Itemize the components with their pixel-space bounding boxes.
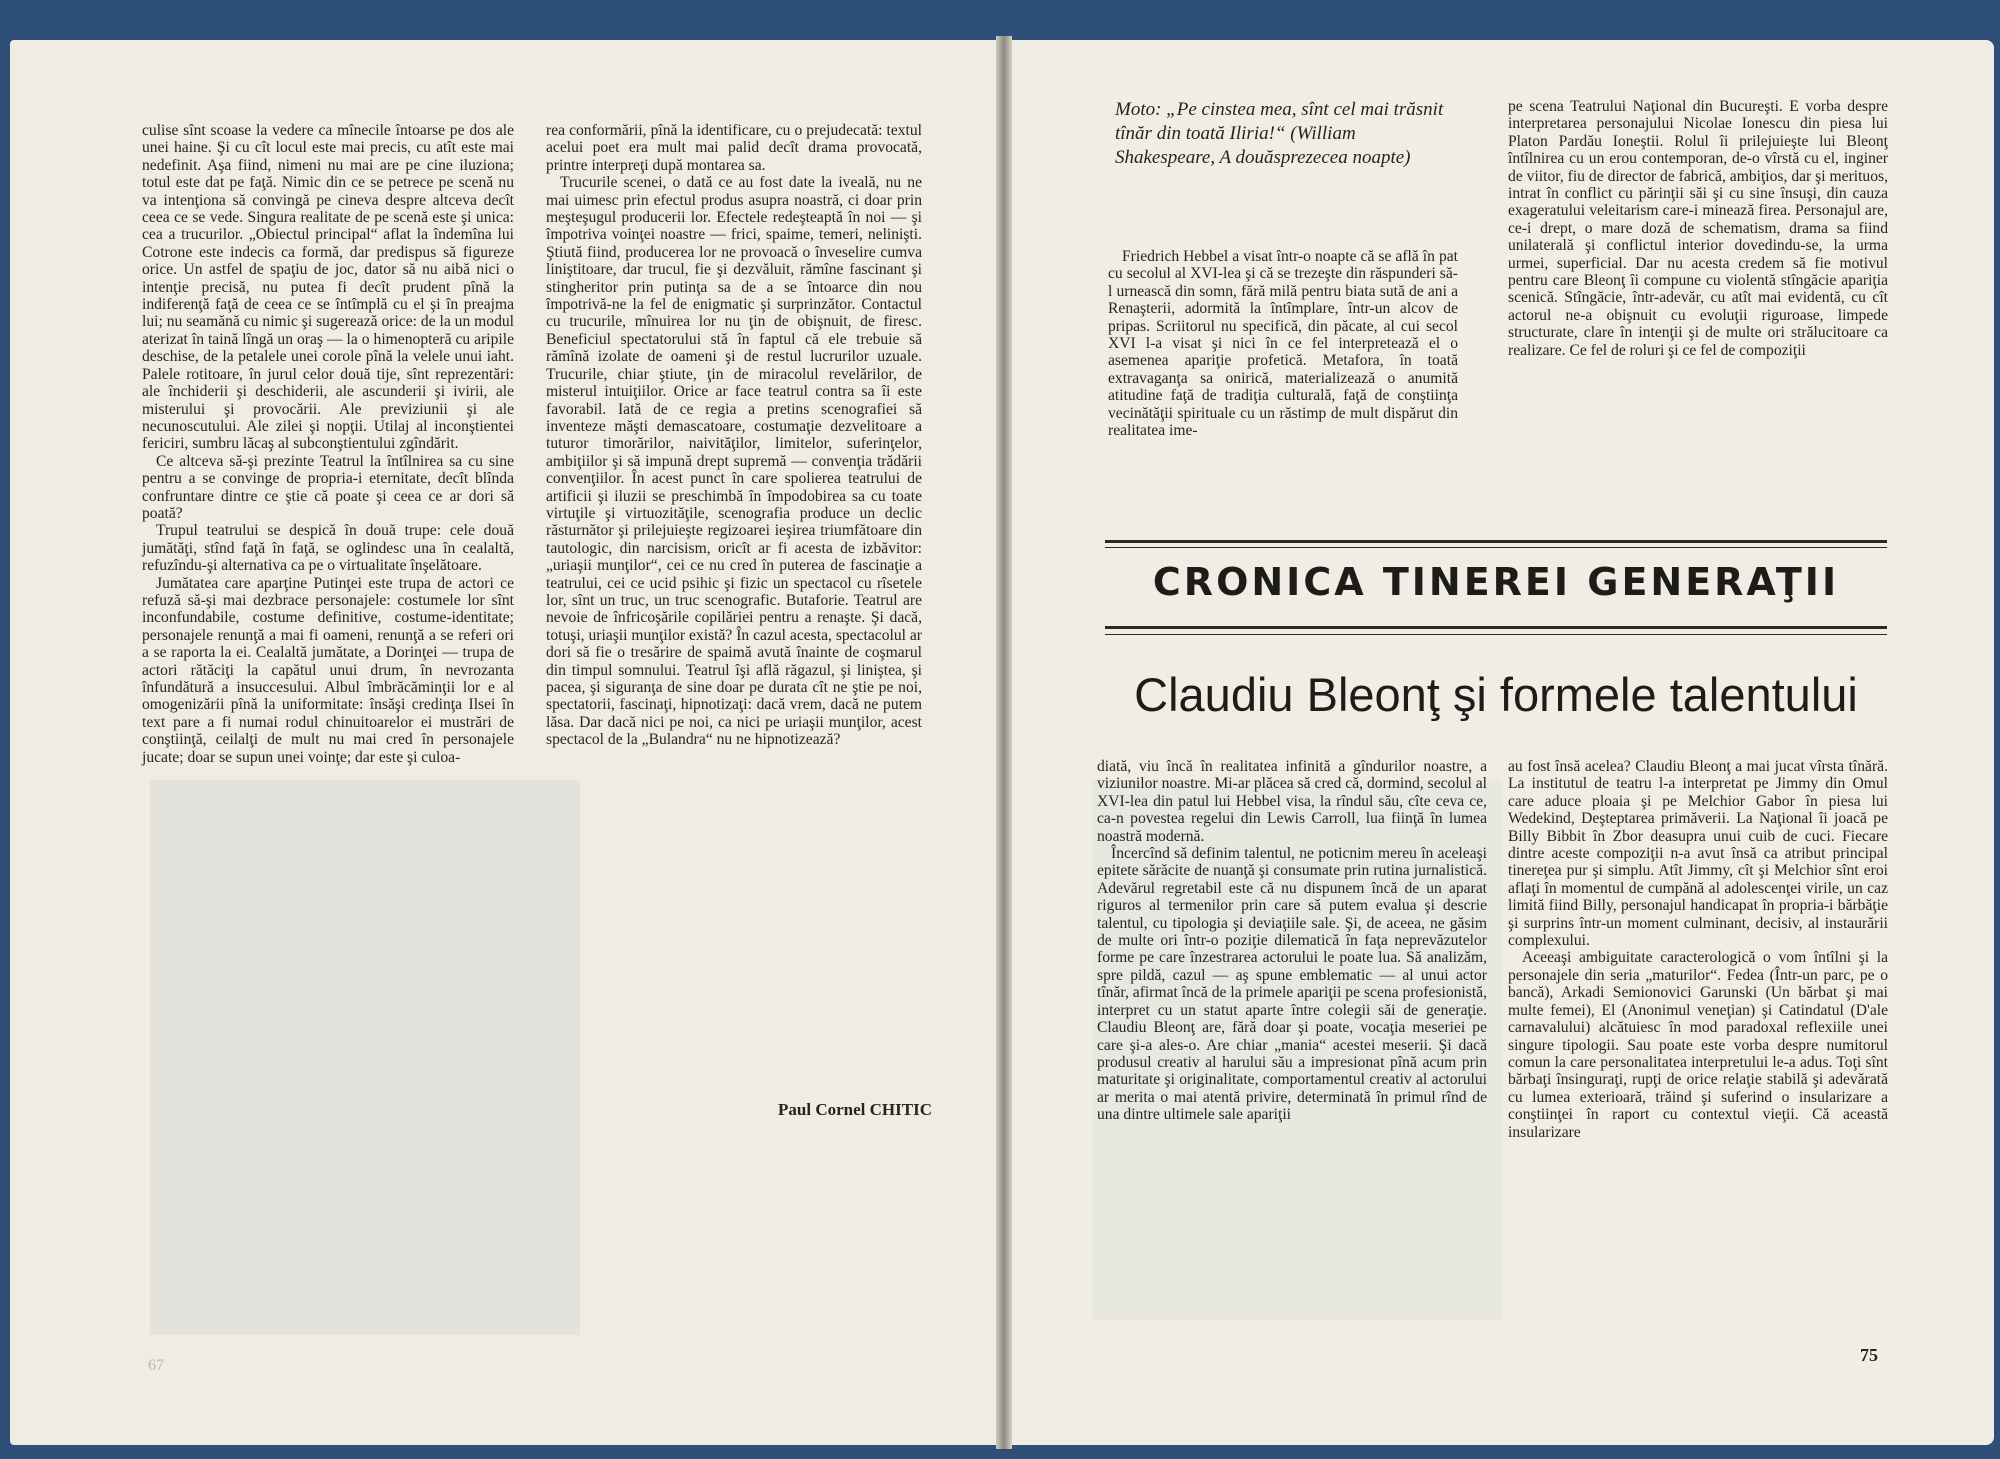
paragraph: au fost însă acelea? Claudiu Bleonţ a mai jucat vîrsta tînără. La institutul de teatru l-a interpretat pe Jimmy din Omul care aduce ploaia şi pe Melchior Gabor în piesa lui Wedekind, Deşteptarea primăverii. La Naţional îi joacă pe Billy Bibbit în Zbor deasupra unui cuib de cuci. Fiecare dintre aceste compoziţii n-a avut însă ca atribut principal tinereţea pur şi simplu. Atît Jimmy, cît şi Melchior sînt eroi aflaţi în momentul de cumpănă al adolescenţei virile, un caz limită fiind Billy, personajul handicapat în propria-i bărbăţie şi surprins într-un moment culminant, decisiv, al instaurării complexului.	[1508, 758, 1888, 950]
paragraph: diată, viu încă în realitatea infinită a gîndurilor noastre, a viziunilor noastre. Mi-ar plăcea să cred că, dormind, secolul al XVI-lea din patul lui Hebbel visa, la rîndul său, cîte ceva ce, ca-n povestea regelui din Lewis Carroll, lua fiinţă în lumea noastră modernă.	[1097, 758, 1487, 845]
section-title: CRONICA TINEREI GENERAŢII	[1152, 560, 1840, 604]
book-gutter	[996, 36, 1012, 1449]
paragraph: Aceeaşi ambiguitate caracterologică o vom întîlni şi la personajele din seria „maturilor“. Fedea (Într-un parc, pe o bancă), Arkadi Semionovici Garunski (Un bărbat şi mai multe femei), El (Anonimul veneţian) şi Catindatul (D'ale carnavalului) alcătuiesc în mod paradoxal reflexiile unei singure tipologii. Sau poate este vorba despre numitorul comun la care personalitatea interpretului le-a adus. Toţi sînt bărbaţi însinguraţi, rupţi de orice relaţie stabilă şi adevărată cu lumea exterioară, trăind şi suferind o insularizare a conştiinţei în raport cu contextul vieţii. Că această insularizare	[1508, 949, 1888, 1141]
section-rule-top-thin	[1105, 547, 1887, 548]
right-column-3	[1097, 758, 1487, 1124]
right-column-4	[1508, 758, 1888, 1141]
paragraph: Încercînd să definim talentul, ne poticnim mereu în aceleaşi epitete sărăcite de nuanţă şi consumate prin rutina jurnalistică. Adevărul regretabil este că nu dispunem încă de un aparat riguros al termenilor prin care să putem evalua şi descrie talentul, cu tipologia şi deviaţiile sale. Şi, de aceea, ne găsim de multe ori într-o poziţie dilematică în faţa neprevăzutelor forme pe care înzestrarea actorului le poate lua. Să analizăm, spre pildă, cazul — aş spune emblematic — al unui actor tînăr, afirmat încă de la primele apariţii pe scena profesionistă, interpret cu un statut aparte între colegii săi de generaţie. Claudiu Bleonţ are, fără doar şi poate, vocaţia meseriei pe care şi-a ales-o. Are chiar „mania“ acestei meserii. Şi dacă produsul creativ al harului său a impresionat pînă acum prin maturitate şi originalitate, comportamentul creativ al actorului ar merita o mai atentă privire, determinată în primul rînd de una dintre ultimele sale apariţii	[1097, 845, 1487, 1124]
paragraph: Friedrich Hebbel a visat într-o noapte că se află în pat cu secolul al XVI-lea şi că se trezeşte din răspunderi să-l urnească din somn, fără milă pentru biata sută de ani a Renaşterii, adormită la întîmplare, într-un alcov de pripas. Scriitorul nu specifică, din păcate, al cui secol XVI l-a visat şi nici în ce fel interpretează el o asemenea apariţie profetică. Metafora, în toată extravaganţa sa onirică, materializează o anumită atitudine faţă de tradiţia culturală, faţă de conştiinţa vecinătăţii spirituale cu un răstimp de mult dispărut din realitatea ime-	[1108, 248, 1458, 440]
page-number: 75	[1860, 1345, 1878, 1365]
section-rule-bottom	[1105, 626, 1887, 629]
left-column-1	[142, 122, 514, 766]
left-page-number: 67	[148, 1357, 164, 1374]
motto: Moto: „Pe cinstea mea, sînt cel mai trăsnit tînăr din toată Iliria!“ (William Shakespeare, A douăsprezecea noapte)	[1115, 99, 1444, 168]
right-column-top	[1508, 98, 1888, 359]
section-rule-bottom-thin	[1105, 634, 1887, 635]
paragraph: Trucurile scenei, o dată ce au fost date la iveală, nu ne mai uimesc prin efectul produs asupra noastră, ci doar prin meşteşugul producerii lor. Efectele redeşteaptă în noi — şi împotriva voinţei noastre — frici, spaime, temeri, nelinişti. Ştiută fiind, producerea lor ne provoacă o înveselire cumva liniştitoare, dar trucul, fie şi dezvăluit, rămîne fascinant şi stingheritor prin putinţa sa de a se întoarce din nou împotrivă-ne la fel de enigmatic şi surprinzător. Contactul cu trucurile, mînuirea lor nu ţin de obişnuit, de firesc. Beneficiul spectatorului stă în faptul că ele trebuie să rămînă izolate de oameni şi de restul lucrurilor uzuale. Trucurile, chiar ştiute, ţin de miracolul revelărilor, de misterul intuiţiilor. Orice ar face teatrul contra sa îi este favorabil. Iată de ce regia a pretins scenografiei să inventeze măşti demascatoare, costumaţie dezvelitoare a tuturor timorărilor, naivităţilor, limitelor, suferinţelor, ambiţiilor şi să impună drept supremă — convenţia trădării convenţiilor. În acest punct în care spolierea teatrului de artificii şi iluzii se preschimbă în împodobirea sa cu toate virtuţile şi virtuozităţile, scenografia produce un declic răsturnător şi prilejuieşte regizoarei ieşirea triumfătoare din tautologic, din narcisism, oricît ar fi acesta de izbăvitor: „uriaşii munţilor“, cei ce nu cred în puterea de fascinaţie a teatrului, cei ce ucid psihic şi fizic un spectacol cu rîsetele lor, sînt un truc, un truc scenografic. Butaforie. Teatrul are nevoie de înfricoşările copilăriei pentru a renaşte. Şi dacă, totuşi, uriaşii munţilor există? În cazul acesta, spectacolul ar dori să fie o tresărire de spaimă avută înainte de coşmarul din timpul somnului. Teatrul îşi află răgazul, şi liniştea, şi pacea, şi siguranţa de sine doar pe durata cît ne ştie pe noi, spectatorii, fascinaţi, hipnotizaţi: dacă vrem, dacă ne putem lăsa. Dar dacă nici pe noi, ca nici pe uriaşii munţilor, acest spectacol de la „Bulandra“ nu ne hipnotizează?	[546, 174, 922, 749]
paragraph: Trupul teatrului se despică în două trupe: cele două jumătăţi, stînd faţă în faţă, se oglindesc una în cealaltă, refuzîndu-şi alternativa ca pe o virtualitate înşelătoare.	[142, 522, 514, 575]
author-signature: Paul Cornel CHITIC	[778, 1100, 932, 1119]
paragraph: rea conformării, pînă la identificare, cu o prejudecată: textul acelui poet era mult mai palid decît drama provocată, printre interpreţi după montarea sa.	[546, 122, 922, 174]
paragraph: Ce altceva să-şi prezinte Teatrul la întîlnirea sa cu sine pentru a se convinge de propria-i eternitate, decît blînda confruntare dintre ce ştie că poate şi ceea ce ar dori să poată?	[142, 452, 514, 522]
paragraph: pe scena Teatrului Naţional din Bucureşti. E vorba despre interpretarea personajului Nicolae Ionescu din piesa lui Platon Pardău Ioneştii. Rolul îi prilejuieşte lui Bleonţ întîlnirea cu un erou contemporan, de-o vîrstă cu el, inginer de viitor, fiu de director de fabrică, ambiţios, dar şi merituos, intrat în conflict cu părinţii săi şi cu sine însuşi, din cauza exageratului veleitarism care-i minează firea. Personajul are, ce-i drept, o mare doză de schematism, drama sa fiind unilaterală şi conflictul interior dovedindu-se, la urma urmei, superficial. Dar nu acesta credem să fie motivul pentru care Bleonţ îi compune cu violentă stîngăcie apariţia scenică. Stîngăcie, într-adevăr, cu atît mai evidentă, cu cît actorul ne-a obişnuit cu evoluţii riguroase, limpede structurate, clare în intenţii şi de multe ori strălucitoare ca realizare. Ce fel de roluri şi ce fel de compoziţii	[1508, 98, 1888, 359]
right-column-intro	[1108, 248, 1458, 439]
paragraph: culise sînt scoase la vedere ca mînecile întoarse pe dos ale unei haine. Şi cu cît locul este mai precis, cu atît este mai nedefinit. Aşa fiind, nimeni nu mai are pe cine iluziona; totul este dat pe faţă. Nimic din ce se petrece pe scenă nu va intenţiona să convingă pe cineva despre altceva decît ceea ce se vede. Singura realitate de pe scenă este şi unica: cea a trucurilor. „Obiectul principal“ aflat la îndemîna lui Cotrone este indecis ca formă, dar predispus să figureze orice. Un astfel de spaţiu de joc, dator să nu aibă nici o intenţie precisă, nu putea fi decît prudent pînă la indiferenţă faţă de ceea ce se întîmplă cu el şi în preajma lui; nu seamănă cu nimic şi sugerează orice: de la un modul aterizat în taină lîngă un oraş — la o himenopteră cu aripile deschise, de la petalele unei corole pînă la velele unui iaht. Palele rotitoare, în jurul celor două tije, sînt reprezentări: ale închiderii şi deschiderii, ale ascunderii şi ivirii, ale misterului şi provocării. Ale previziunii şi ale necunoscutului. Ale zilei şi nopţii. Utilaj al inconştientei fericiri, sumbru lăcaş al subconştientului zgîndărit.	[142, 122, 514, 453]
paragraph: Jumătatea care aparţine Putinţei este trupa de actori ce refuză să-şi mai dezbrace personajele: costumele lor sînt inconfundabile, costume definitive, costume-identitate; personajele renunţă a mai fi oameni, renunţă a se referi ori a se raporta la ei. Cealaltă jumătate, a Dorinţei — trupa de actori rătăciţi la capătul unui drum, în nevrozanta înfundătură a insuccesului. Albul îmbrăcăminţii lor e al omogenizării pînă la uniformitate: însăşi credinţa Ilsei în text pare a fi numai rodul chinuitoarelor ei mustrări de conştiinţă, ceilalţi de mult nu mai cred în personajele jucate; doar se supun unei voinţe; dar este şi culoa-	[142, 574, 514, 766]
left-column-2	[546, 122, 922, 749]
article-title: Claudiu Bleonţ şi formele talentului	[1134, 668, 1858, 721]
left-page-shaded-area	[150, 780, 580, 1335]
section-rule-top	[1105, 540, 1887, 543]
